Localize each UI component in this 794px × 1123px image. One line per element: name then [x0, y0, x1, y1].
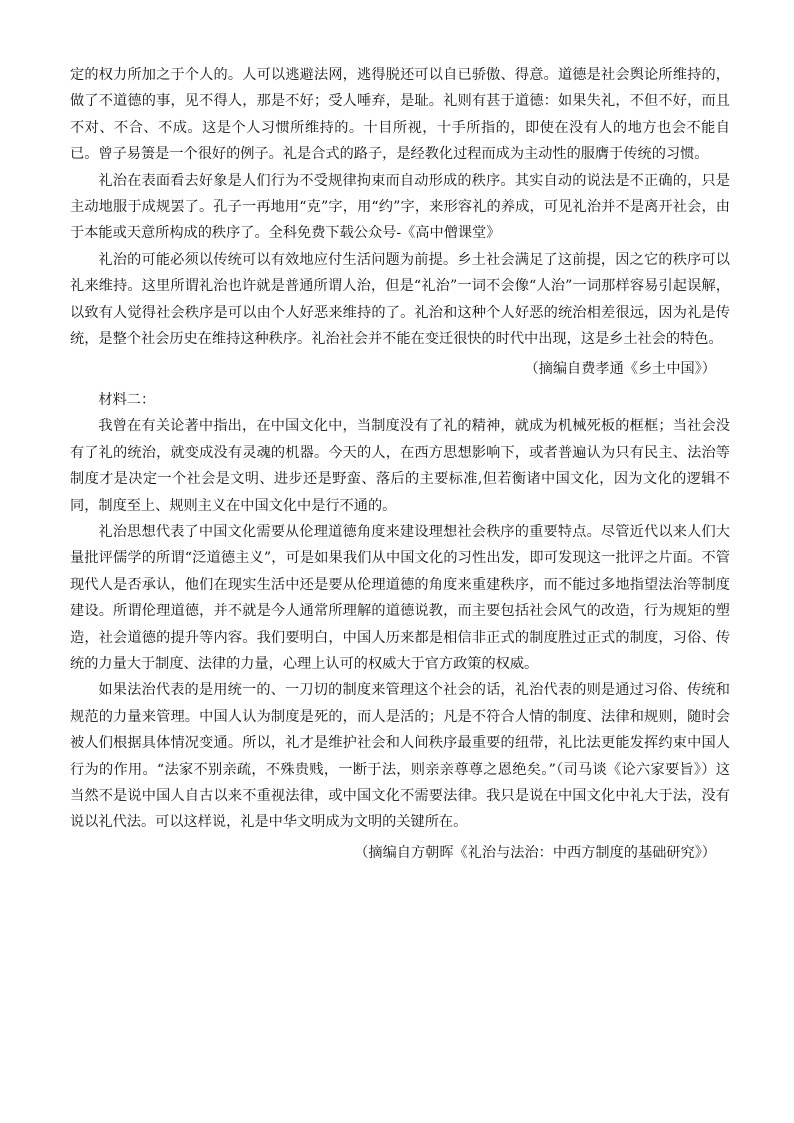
paragraph-1: 定的权力所加之于个人的。人可以逃避法网，逃得脱还可以自已骄傲、得意。道德是社会舆论所维持的，做了不道德的事，见不得人，那是不好；受人唾弃，是耻。礼则有甚于道德：如果失礼，不但不好，而且不对、不合、不成。这是个人习惯所维持的。十目所视，十手所指的，即使在没有人的地方也会不能自已。曾子易箦是一个很好的例子。礼是合式的路子，是经教化过程而成为主动性的服膺于传统的习惯。 [70, 67, 730, 163]
paragraph-6: 如果法治代表的是用统一的、一刀切的制度来管理这个社会的话，礼治代表的则是通过习俗、传统和规范的力量来管理。中国人认为制度是死的，而人是活的；凡是不符合人情的制度、法律和规则，随时会被人们根据具体情况变通。所以，礼才是维护社会和人间秩序最重要的纽带，礼比法更能发挥约束中国人行为的作用。“法家不别亲疏，不殊贵贱，一断于法，则亲亲尊尊之恩绝矣。”（司马谈《论六家要旨》）这当然不是说中国人自古以来不重视法律，或中国文化不需要法律。我只是说在中国文化中礼大于法，没有说以礼代法。可以这样说，礼是中华文明成为文明的关键所在。 [70, 682, 730, 831]
document-page [70, 62, 730, 866]
paragraph-2: 礼治在表面看去好象是人们行为不受规律拘束而自动形成的秩序。其实自动的说法是不正确的，只是主动地服于成规罢了。孔子一再地用“克”字，用“约”字，来形容礼的养成，可见礼治并不是离开社会，由于本能或天意所构成的秩序了。全科免费下载公众号-《高中僧课堂》 [70, 172, 730, 242]
source-citation-2: （摘编自方朝晖《礼治与法治：中西方制度的基础研究》） [354, 844, 716, 861]
paragraph-3: 礼治的可能必须以传统可以有效地应付生活问题为前提。乡土社会满足了这前提，因之它的秩序可以礼来维持。这里所谓礼治也许就是普通所谓人治，但是“礼治”一词不会像“人治”一词那样容易引起误解，以致有人觉得社会秩序是可以由个人好恶来维持的了。礼治和这种个人好恶的统治相差很远，因为礼是传统，是整个社会历史在维持这种秩序。礼治社会并不能在变迁很快的时代中出现，这是乡土社会的特色。 [70, 251, 730, 348]
paragraph-4: 我曾在有关论著中指出，在中国文化中，当制度没有了礼的精神，就成为机械死板的框框；当社会没有了礼的统治，就变成没有灵魂的机器。今天的人，在西方思想影响下，或者普遍认为只有民主、法治等制度才是决定一个社会是文明、进步还是野蛮、落后的主要标准,但若衡诸中国文化，因为文化的逻辑不同，制度至上、规则主义在中国文化中是行不通的。 [70, 418, 730, 514]
material-2-label: 材料二： [98, 391, 156, 408]
paragraph-5: 礼治思想代表了中国文化需要从伦理道德角度来建设理想社会秩序的重要特点。尽管近代以来人们大量批评儒学的所谓“泛道德主义”，可是如果我们从中国文化的习性出发，即可发现这一批评之片面。不管现代人是否承认，他们在现实生活中还是要从伦理道德的角度来重建秩序，而不能过多地指望法治等制度建设。所谓伦理道德，并不就是今人通常所理解的道德说教，而主要包括社会风气的改造，行为规矩的塑造，社会道德的提升等内容。我们要明白，中国人历来都是相信非正式的制度胜过正式的制度，习俗、传统的力量大于制度、法律的力量，心理上认可的权威大于官方政策的权威。 [70, 523, 730, 672]
source-citation-1: （摘编自费孝通《乡土中国》） [524, 361, 716, 378]
